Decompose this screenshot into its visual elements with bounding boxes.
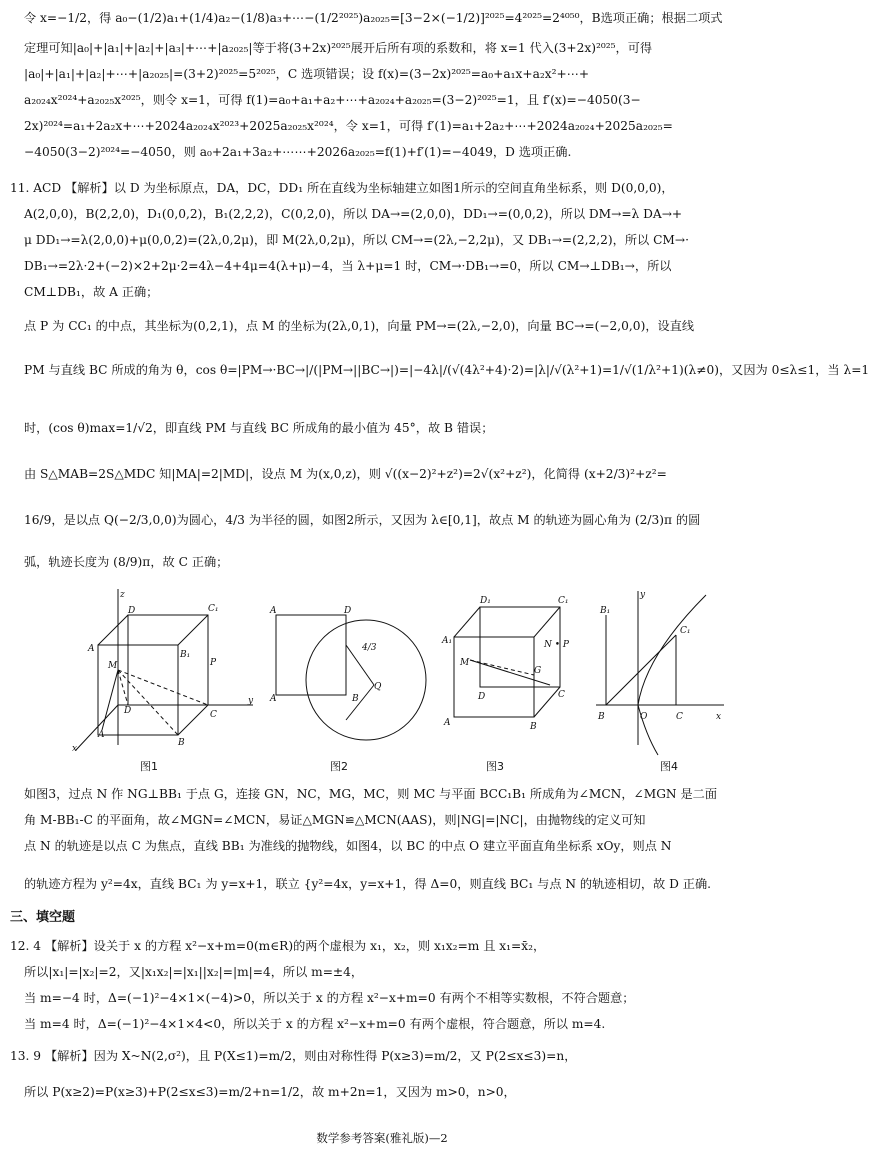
svg-text:B₁: B₁	[180, 650, 191, 660]
text-line: 当 m=4 时，Δ=(−1)²−4×1×4<0，所以关于 x 的方程 x²−x+m=0 有两个虚根，符合题意，所以 m=4.	[24, 1017, 606, 1031]
text-line: CM⊥DB₁，故 A 正确；	[24, 285, 159, 299]
svg-text:x: x	[72, 744, 78, 754]
text-line: 的轨迹方程为 y²=4x，直线 BC₁ 为 y=x+1，联立 {y²=4x，y=x+1，得 Δ=0，则直线 BC₁ 与点 N 的轨迹相切，故 D 正确.	[24, 877, 712, 891]
svg-text:B₁: B₁	[600, 606, 611, 616]
svg-text:G: G	[534, 666, 542, 676]
text-line: 弧，轨迹长度为 (8/9)π，故 C 正确；	[24, 555, 229, 569]
text-line: |a₀|+|a₁|+|a₂|+⋯+|a₂₀₂₅|=(3+2)²⁰²⁵=5²⁰²⁵，C 选项错误；设 f(x)=(3−2x)²⁰²⁵=a₀+a₁x+a₂x²+⋯+	[24, 67, 590, 81]
svg-text:D: D	[478, 692, 486, 702]
text-line: 2x)²⁰²⁴=a₁+2a₂x+⋯+2024a₂₀₂₄x²⁰²³+2025a₂₀₂₅x²⁰²⁴，令 x=1，可得 f′(1)=a₁+2a₂+⋯+2024a₂₀₂₄+2025a₂₀₂₅=	[24, 119, 673, 133]
svg-text:C: C	[558, 690, 565, 700]
text-line: 11. ACD 【解析】以 D 为坐标原点，DA，DC，DD₁ 所在直线为坐标轴建立如图1所示的空间直角坐标系，则 D(0,0,0)，	[10, 181, 674, 195]
section-heading: 三、填空题	[10, 910, 76, 925]
svg-text:O: O	[640, 712, 648, 722]
svg-text:C: C	[210, 710, 217, 720]
text-line: a₂₀₂₄x²⁰²⁴+a₂₀₂₅x²⁰²⁵，则令 x=1，可得 f(1)=a₀+a₁+a₂+⋯+a₂₀₂₄+a₂₀₂₅=(3−2)²⁰²⁵=1，且 f′(x)=−4050(3−	[24, 93, 641, 107]
svg-text:D: D	[128, 606, 136, 616]
text-line: 由 S△MAB=2S△MDC 知|MA|=2|MD|，设点 M 为(x,0,z)，则 √((x−2)²+z²)=2√(x²+z²)，化简得 (x+2/3)²+z²=	[24, 467, 667, 481]
svg-text:M: M	[108, 661, 118, 671]
text-line: 角 M-BB₁-C 的平面角，故∠MGN=∠MCN，易证△MGN≌△MCN(AAS)，则|NG|=|NC|，由抛物线的定义可知	[24, 813, 646, 827]
svg-text:B: B	[598, 712, 605, 722]
svg-text:D: D	[344, 606, 352, 616]
svg-text:C₁: C₁	[680, 626, 691, 636]
text-line: 所以|x₁|=|x₂|=2，又|x₁x₂|=|x₁||x₂|=|m|=4，所以 m=±4，	[24, 965, 364, 979]
svg-text:A: A	[444, 718, 451, 728]
text-line: 如图3，过点 N 作 NG⊥BB₁ 于点 G，连接 GN，NC，MG，MC，则 MC 与平面 BCC₁B₁ 所成角为∠MCN，∠MGN 是二面	[24, 787, 718, 801]
text-line: 令 x=−1/2，得 a₀−(1/2)a₁+(1/4)a₂−(1/8)a₃+⋯−(1/2²⁰²⁵)a₂₀₂₅=[3−2×(−1/2)]²⁰²⁵=4²⁰²⁵=2⁴⁰⁵⁰，B选项正确；根据二项式	[24, 11, 723, 25]
svg-text:z: z	[120, 590, 125, 600]
text-line: −4050(3−2)²⁰²⁴=−4050，则 a₀+2a₁+3a₂+⋯⋯+2026a₂₀₂₅=f(1)+f′(1)=−4049，D 选项正确.	[24, 145, 572, 159]
text-line: 16/9，是以点 Q(−2/3,0,0)为圆心，4/3 为半径的圆，如图2所示，又因为 λ∈[0,1]，故点 M 的轨迹为圆心角为 (2/3)π 的圆	[24, 513, 701, 527]
text-line: μ DD₁→=λ(2,0,0)+μ(0,0,2)=(2λ,0,2μ)，即 M(2λ,0,2μ)，所以 CM→=(2λ,−2,2μ)，又 DB₁→=(2,2,2)，所以 CM→·	[24, 233, 689, 247]
svg-text:A: A	[270, 694, 277, 704]
svg-text:D₁: D₁	[480, 596, 491, 606]
figure-caption: 图3	[486, 760, 504, 773]
svg-text:P: P	[210, 658, 217, 668]
svg-text:M: M	[460, 658, 470, 668]
text-line: 点 P 为 CC₁ 的中点，其坐标为(0,2,1)，点 M 的坐标为(2λ,0,1)，向量 PM→=(2λ,−2,0)，向量 BC→=(−2,0,0)，设直线	[24, 319, 695, 333]
page-footer: 数学参考答案(雅礼版)—2	[316, 1131, 448, 1145]
figure-caption: 图2	[330, 760, 348, 773]
svg-text:4/3: 4/3	[362, 643, 377, 653]
svg-text:A: A	[98, 730, 105, 740]
text-line: 13. 9 【解析】因为 X~N(2,σ²)，且 P(X≤1)=m/2，则由对称性得 P(x≥3)=m/2，又 P(2≤x≤3)=n，	[10, 1049, 577, 1063]
text-line: PM 与直线 BC 所成的角为 θ，cos θ=|PM→·BC→|/(|PM→||BC→|)=|−4λ|/(√(4λ²+4)·2)=|λ|/√(λ²+1)=1/√(1/λ²+1)(λ≠0)，又因为 0≤λ≤1，当 λ=1	[24, 363, 869, 377]
svg-text:C₁: C₁	[208, 604, 219, 614]
figure-1-cube-coordinate	[68, 585, 258, 755]
svg-text:x: x	[716, 712, 722, 722]
text-line: 定理可知|a₀|+|a₁|+|a₂|+|a₃|+⋯+|a₂₀₂₅|等于将(3+2x)²⁰²⁵展开后所有项的系数和，将 x=1 代入(3+2x)²⁰²⁵，可得	[24, 41, 653, 55]
svg-text:B: B	[352, 694, 359, 704]
text-line: 点 N 的轨迹是以点 C 为焦点，直线 BB₁ 为准线的抛物线，如图4，以 BC 的中点 O 建立平面直角坐标系 xOy，则点 N	[24, 839, 672, 853]
svg-text:Q: Q	[374, 682, 382, 692]
figure-caption: 图1	[140, 760, 158, 773]
svg-text:D: D	[124, 706, 132, 716]
svg-text:B: B	[178, 738, 185, 748]
svg-text:y: y	[248, 696, 254, 706]
svg-text:A: A	[270, 606, 277, 616]
text-line: 所以 P(x≥2)=P(x≥3)+P(2≤x≤3)=m/2+n=1/2，故 m+2n=1，又因为 m>0，n>0，	[24, 1085, 516, 1099]
svg-text:B: B	[530, 722, 537, 732]
text-line: 12. 4 【解析】设关于 x 的方程 x²−x+m=0(m∈R)的两个虚根为 x₁，x₂，则 x₁x₂=m 且 x₁=x̄₂，	[10, 939, 546, 953]
figure-caption: 图4	[660, 760, 678, 773]
svg-text:C: C	[676, 712, 683, 722]
text-line: 时，(cos θ)max=1/√2，即直线 PM 与直线 BC 所成角的最小值为 45°，故 B 错误；	[24, 421, 494, 435]
svg-text:A₁: A₁	[442, 636, 453, 646]
figure-3-cube	[440, 585, 590, 755]
text-line: 当 m=−4 时，Δ=(−1)²−4×1×(−4)>0，所以关于 x 的方程 x²−x+m=0 有两个不相等实数根，不符合题意；	[24, 991, 635, 1005]
figure-4-parabola	[596, 585, 726, 755]
svg-text:y: y	[640, 590, 646, 600]
svg-text:N • P: N • P	[544, 640, 569, 650]
svg-text:A: A	[88, 644, 95, 654]
svg-text:C₁: C₁	[558, 596, 569, 606]
figure-2-circle	[266, 585, 426, 755]
text-line: A(2,0,0)，B(2,2,0)，D₁(0,0,2)，B₁(2,2,2)，C(0,2,0)，所以 DA→=(2,0,0)，DD₁→=(0,0,2)，所以 DM→=λ DA→+	[24, 207, 683, 221]
text-line: DB₁→=2λ·2+(−2)×2+2μ·2=4λ−4+4μ=4(λ+μ)−4，当 λ+μ=1 时，CM→·DB₁→=0，所以 CM→⊥DB₁→，所以	[24, 259, 672, 273]
